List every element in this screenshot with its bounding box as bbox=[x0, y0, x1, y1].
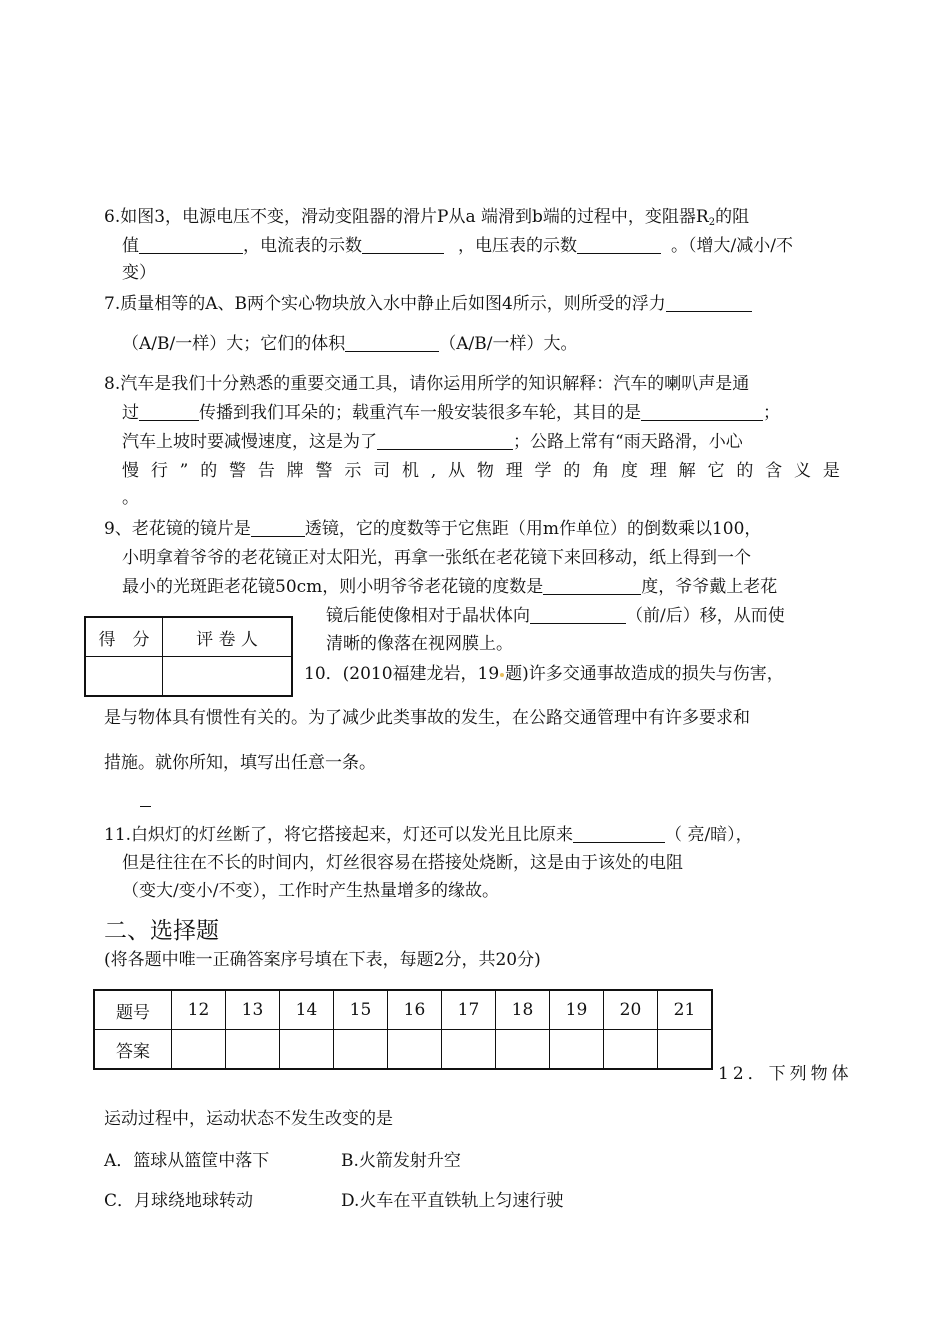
q11-line3: （变大/变小/不变），工作时产生热量增多的缘故。 bbox=[122, 881, 499, 901]
q8-line4-char: 度 bbox=[621, 461, 639, 481]
score-header: 得 分 bbox=[85, 617, 163, 657]
q8-line4-char: 含 bbox=[765, 461, 783, 481]
q9-blank-lens[interactable] bbox=[251, 518, 305, 537]
q8-line4-char: 义 bbox=[793, 461, 811, 481]
q8-line4-char: 的 bbox=[736, 461, 754, 481]
section-title: 二、选择题 bbox=[104, 918, 219, 944]
q8-line2: 过 传播到我们耳朵的；载重汽车一般安装很多车轮，其目的是 ； bbox=[122, 403, 780, 423]
q8-line4-char: 的 bbox=[200, 461, 218, 481]
q8-line4-char: 学 bbox=[534, 461, 552, 481]
question-number-cell: 14 bbox=[280, 990, 334, 1030]
q8-line4-char: 它 bbox=[707, 461, 725, 481]
q12-option-d[interactable]: D.火车在平直铁轨上匀速行驶 bbox=[341, 1191, 564, 1211]
section-note: (将各题中唯一正确答案序号填在下表，每题2分，共20分) bbox=[104, 950, 541, 970]
q8-line4-char: 牌 bbox=[286, 461, 304, 481]
q8-line1: 8.汽车是我们十分熟悉的重要交通工具，请你运用所学的知识解释：汽车的喇叭声是通 bbox=[104, 374, 750, 394]
q6-blank-ammeter[interactable] bbox=[362, 235, 444, 254]
q8-line4-char: 司 bbox=[373, 461, 391, 481]
q8-line4-char: 行 bbox=[150, 461, 168, 481]
q10-line1: 10．(2010福建龙岩，19 题)许多交通事故造成的损失与伤害， bbox=[304, 664, 784, 684]
q6-line2: 值 ，电流表的示数 ，电压表的示数 。（增大/减小/不 bbox=[122, 236, 793, 256]
q7-line1: 7.质量相等的A、B两个实心物块放入水中静止后如图4所示，则所受的浮力 bbox=[104, 293, 752, 315]
q8-blank-purpose[interactable] bbox=[641, 402, 763, 421]
score-box bbox=[84, 616, 293, 697]
q6-subscript: 2 bbox=[708, 217, 716, 228]
q11-blank-brightness[interactable] bbox=[573, 824, 665, 843]
q8-line4-char: 慢 bbox=[122, 461, 139, 481]
grader-header: 评 卷 人 bbox=[163, 617, 293, 657]
q8-line4-char: 示 bbox=[344, 461, 362, 481]
q9-line1: 9、老花镜的镜片是 透镜，它的度数等于它焦距（用m作单位）的倒数乘以100， bbox=[104, 519, 762, 539]
q8-line4-char: 理 bbox=[505, 461, 523, 481]
q8-line4-char: 解 bbox=[678, 461, 696, 481]
q10-line3: 措施。就你所知，填写出任意一条。 bbox=[104, 753, 376, 773]
q8-line4-char: 角 bbox=[592, 461, 610, 481]
ink-dot bbox=[500, 673, 504, 677]
question-number-cell: 13 bbox=[226, 990, 280, 1030]
q7-blank-volume[interactable] bbox=[345, 333, 439, 352]
question-number-cell: 19 bbox=[550, 990, 604, 1030]
answer-cell[interactable] bbox=[334, 1030, 388, 1070]
answer-table bbox=[93, 989, 713, 1070]
q10-line2: 是与物体具有惯性有关的。为了减少此类事故的发生，在公路交通管理中有许多要求和 bbox=[104, 708, 750, 728]
question-number-cell: 16 bbox=[388, 990, 442, 1030]
answer-cell[interactable] bbox=[442, 1030, 496, 1070]
q9-blank-direction[interactable] bbox=[530, 605, 626, 624]
q8-line4-char: 警 bbox=[315, 461, 333, 481]
q11-line2: 但是往往在不长的时间内，灯丝很容易在搭接处烧断，这是由于该处的电阻 bbox=[122, 853, 683, 873]
answer-cell[interactable] bbox=[226, 1030, 280, 1070]
q8-blank-medium[interactable] bbox=[139, 402, 199, 421]
q12-line2: 运动过程中，运动状态不发生改变的是 bbox=[104, 1109, 393, 1129]
question-number-cell: 18 bbox=[496, 990, 550, 1030]
answer-cell[interactable] bbox=[658, 1030, 713, 1070]
q8-line3: 汽车上坡时要减慢速度，这是为了 ；公路上常有“雨天路滑，小心 bbox=[122, 432, 743, 452]
q6-blank-resistance[interactable] bbox=[139, 235, 243, 254]
q8-blank-slowdown[interactable] bbox=[377, 431, 513, 450]
q9-line3: 最小的光斑距老花镜50cm，则小明爷爷老花镜的度数是 度，爷爷戴上老花 bbox=[122, 577, 778, 597]
q9-line2: 小明拿着爷爷的老花镜正对太阳光，再拿一张纸在老花镜下来回移动，纸上得到一个 bbox=[122, 548, 751, 568]
q12-option-b[interactable]: B.火箭发射升空 bbox=[341, 1151, 461, 1171]
score-cell[interactable] bbox=[85, 657, 163, 697]
q6-blank-voltmeter[interactable] bbox=[577, 235, 661, 254]
q9-blank-power[interactable] bbox=[543, 576, 641, 595]
q8-line4-char: 是 bbox=[822, 461, 840, 481]
question-number-row bbox=[94, 990, 712, 1030]
q8-line4 bbox=[122, 460, 840, 482]
question-number-cell: 20 bbox=[604, 990, 658, 1030]
q9-line5: 清晰的像落在视网膜上。 bbox=[326, 634, 513, 654]
q8-line4-char: 机 bbox=[401, 461, 419, 481]
q7-blank-buoyancy[interactable] bbox=[666, 293, 752, 312]
q6-line3: 变） bbox=[122, 263, 156, 283]
answer-cell[interactable] bbox=[604, 1030, 658, 1070]
question-number-cell: 21 bbox=[658, 990, 713, 1030]
question-number-cell: 17 bbox=[442, 990, 496, 1030]
answer-row bbox=[94, 1030, 712, 1070]
q12-option-c[interactable]: C．月球绕地球转动 bbox=[104, 1191, 254, 1211]
answer-cell[interactable] bbox=[550, 1030, 604, 1070]
q12-option-a[interactable]: A．篮球从篮筐中落下 bbox=[104, 1151, 270, 1171]
q12-line1: 12．下列物体 bbox=[718, 1064, 853, 1084]
grader-cell[interactable] bbox=[163, 657, 293, 697]
q8-line5: 。 bbox=[122, 488, 139, 508]
answer-cell[interactable] bbox=[172, 1030, 226, 1070]
q6-line1: 6.如图3，电源电压不变，滑动变阻器的滑片P从a 端滑到b端的过程中，变阻器$R_2$的阻 bbox=[104, 207, 750, 228]
q8-line4-char: 的 bbox=[563, 461, 581, 481]
q8-line4-char: 警 bbox=[229, 461, 247, 481]
q8-line4-char: 理 bbox=[649, 461, 667, 481]
q7-line2: （A/B/一样）大；它们的体积 （A/B/一样）大。 bbox=[122, 334, 578, 354]
q8-line4-char: ” bbox=[179, 461, 189, 481]
q11-line1: 11.白炽灯的灯丝断了，将它搭接起来，灯还可以发光且比原来 （ 亮/暗）， bbox=[104, 825, 753, 845]
answer-cell[interactable] bbox=[280, 1030, 334, 1070]
question-number-cell: 12 bbox=[172, 990, 226, 1030]
answer-cell[interactable] bbox=[388, 1030, 442, 1070]
q9-line4: 镜后能使像相对于晶状体向 （前/后）移，从而使 bbox=[326, 606, 785, 626]
row-label-number: 题号 bbox=[94, 990, 172, 1030]
row-label-answer: 答案 bbox=[94, 1030, 172, 1070]
stray-dash bbox=[140, 806, 151, 807]
q8-line4-char: 物 bbox=[476, 461, 494, 481]
question-number-cell: 15 bbox=[334, 990, 388, 1030]
answer-cell[interactable] bbox=[496, 1030, 550, 1070]
q8-line4-char: 告 bbox=[257, 461, 275, 481]
q8-line4-char: 从 bbox=[448, 461, 466, 481]
q8-line4-char: , bbox=[430, 461, 437, 481]
